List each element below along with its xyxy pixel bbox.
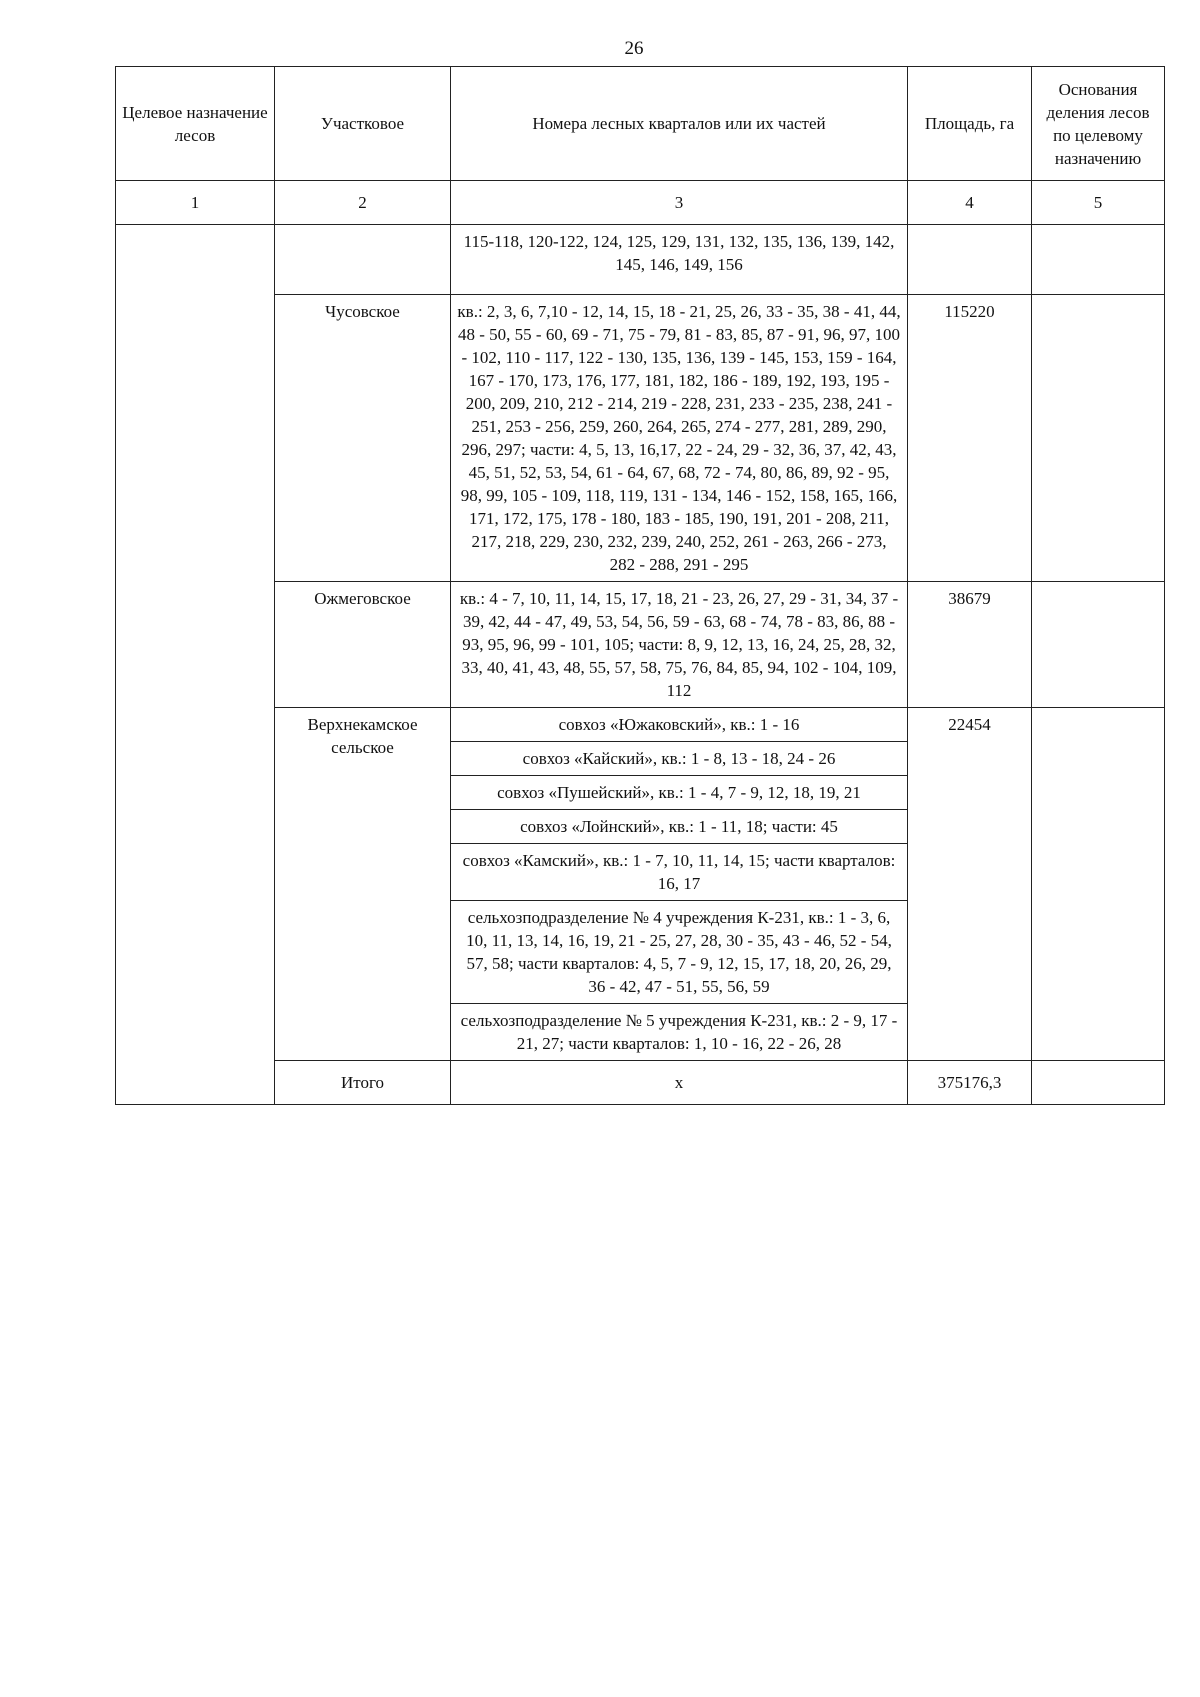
basis-cell — [1032, 1061, 1165, 1105]
sub-quarters-cell: совхоз «Южаковский», кв.: 1 - 16 — [451, 708, 908, 742]
column-number-row — [116, 181, 1165, 225]
total-area: 375176,3 — [908, 1061, 1032, 1105]
total-quarters: х — [451, 1061, 908, 1105]
column-number: 2 — [275, 181, 451, 225]
header-district: Участковое — [275, 67, 451, 181]
quarters-cell: 115-118, 120-122, 124, 125, 129, 131, 132, 135, 136, 139, 142, 145, 146, 149, 156 — [451, 225, 908, 295]
header-row — [116, 67, 1165, 181]
page-number: 26 — [624, 38, 644, 59]
header-quarters: Номера лесных кварталов или их частей — [451, 67, 908, 181]
column-number: 3 — [451, 181, 908, 225]
basis-cell — [1032, 225, 1165, 295]
district-cell: Ожмеговское — [275, 582, 451, 708]
district-cell: Чусовское — [275, 295, 451, 582]
sub-quarters-cell: сельхозподразделение № 4 учреждения К-231, кв.: 1 - 3, 6, 10, 11, 13, 14, 16, 19, 21 - 25, 27, 28, 30 - 35, 43 - 46, 52 - 54, 57, 58; части кварталов: 4, 5, 7 - 9, 12, 15, 17, 18, 20, 26, 29, 36 - 42, 47 - 51, 55, 56, 59 — [451, 901, 908, 1004]
area-cell: 22454 — [908, 708, 1032, 1061]
sub-quarters-cell: сельхозподразделение № 5 учреждения К-231, кв.: 2 - 9, 17 - 21, 27; части кварталов: 1, 10 - 16, 22 - 26, 28 — [451, 1004, 908, 1061]
quarters-cell: кв.: 4 - 7, 10, 11, 14, 15, 17, 18, 21 - 23, 26, 27, 29 - 31, 34, 37 - 39, 42, 44 - 47, 49, 53, 54, 56, 59 - 63, 68 - 74, 78 - 83, 86, 88 - 93, 95, 96, 99 - 101, 105; части: 8, 9, 12, 13, 16, 24, 25, 28, 32, 33, 40, 41, 43, 48, 55, 57, 58, 75, 76, 84, 85, 94, 102 - 104, 109, 112 — [451, 582, 908, 708]
sub-quarters-cell: совхоз «Камский», кв.: 1 - 7, 10, 11, 14, 15; части кварталов: 16, 17 — [451, 844, 908, 901]
sub-quarters-cell: совхоз «Пушейский», кв.: 1 - 4, 7 - 9, 12, 18, 19, 21 — [451, 776, 908, 810]
district-cell: Верхнекамское сельское — [275, 708, 451, 1061]
column-number: 5 — [1032, 181, 1165, 225]
quarters-cell: кв.: 2, 3, 6, 7,10 - 12, 14, 15, 18 - 21, 25, 26, 33 - 35, 38 - 41, 44, 48 - 50, 55 - 60, 69 - 71, 75 - 79, 81 - 83, 85, 87 - 91, 96, 97, 100 - 102, 110 - 117, 122 - 130, 135, 136, 139 - 145, 153, 159 - 164, 167 - 170, 173, 176, 177, 181, 182, 186 - 189, 192, 193, 195 - 200, 209, 210, 212 - 214, 219 - 228, 231, 233 - 235, 238, 241 - 251, 253 - 256, 259, 260, 264, 265, 274 - 277, 281, 289, 290, 296, 297; части: 4, 5, 13, 16,17, 22 - 24, 29 - 32, 36, 37, 42, 43, 45, 51, 52, 53, 54, 61 - 64, 67, 68, 72 - 74, 80, 86, 89, 92 - 95, 98, 99, 105 - 109, 118, 119, 131 - 134, 146 - 152, 158, 165, 166, 171, 172, 175, 178 - 180, 183 - 185, 190, 191, 201 - 208, 211, 217, 218, 229, 230, 232, 239, 240, 252, 261 - 263, 266 - 273, 282 - 288, 291 - 295 — [451, 295, 908, 582]
sub-quarters-cell: совхоз «Лойнский», кв.: 1 - 11, 18; части: 45 — [451, 810, 908, 844]
basis-cell — [1032, 582, 1165, 708]
column-number: 4 — [908, 181, 1032, 225]
header-basis: Основания деления лесов по целевому назначению — [1032, 67, 1165, 181]
area-cell: 115220 — [908, 295, 1032, 582]
column-number: 1 — [116, 181, 275, 225]
header-purpose: Целевое назначение лесов — [116, 67, 275, 181]
basis-cell — [1032, 708, 1165, 1061]
area-cell: 38679 — [908, 582, 1032, 708]
district-cell — [275, 225, 451, 295]
sub-quarters-cell: совхоз «Кайский», кв.: 1 - 8, 13 - 18, 24 - 26 — [451, 742, 908, 776]
forest-division-table — [115, 66, 1165, 1105]
header-area: Площадь, га — [908, 67, 1032, 181]
area-cell — [908, 225, 1032, 295]
basis-cell — [1032, 295, 1165, 582]
total-label: Итого — [275, 1061, 451, 1105]
table-row — [116, 225, 1165, 295]
purpose-cell — [116, 225, 275, 1105]
